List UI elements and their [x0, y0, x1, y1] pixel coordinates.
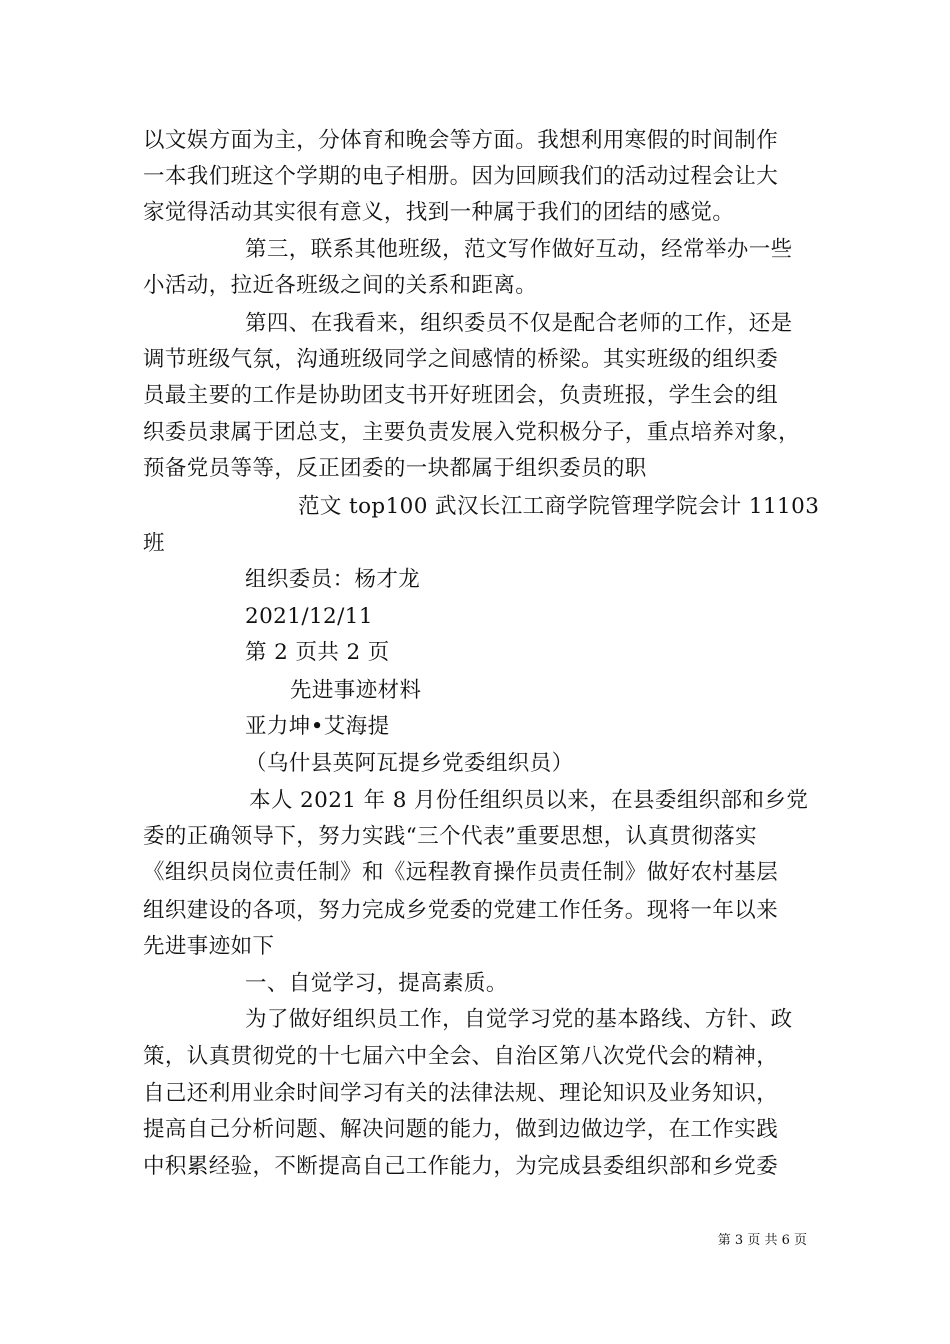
- body-line: 自己还利用业余时间学习有关的法律法规、理论知识及业务知识，: [143, 1081, 779, 1106]
- body-line: 第三，联系其他班级，范文写作做好互动，经常举办一些: [245, 237, 793, 262]
- body-line: 《组织员岗位责任制》和《远程教育操作员责任制》做好农村基层: [143, 860, 779, 885]
- author-affiliation: （乌什县英阿瓦提乡党委组织员）: [245, 751, 574, 776]
- body-line: 第四、在我看来，组织委员不仅是配合老师的工作，还是: [245, 311, 793, 336]
- body-line: 调节班级气氛，沟通班级同学之间感情的桥梁。其实班级的组织委: [143, 347, 779, 372]
- body-line: 小活动，拉近各班级之间的关系和距离。: [143, 273, 538, 298]
- signature-role: 组织委员：杨才龙: [245, 567, 421, 592]
- body-line: 织委员隶属于团总支，主要负责发展入党积极分子，重点培养对象，: [143, 420, 801, 445]
- page-number-footer: 第 3 页 共 6 页: [717, 1233, 807, 1248]
- subheading: 一、自觉学习，提高素质。: [245, 971, 508, 996]
- body-line: 委的正确领导下，努力实践“三个代表”重要思想，认真贯彻落实: [143, 824, 758, 849]
- body-line: 组织建设的各项，努力完成乡党委的党建工作任务。现将一年以来: [143, 898, 779, 923]
- page-marker: 第 2 页共 2 页: [245, 640, 390, 665]
- body-line: 预备党员等等，反正团委的一块都属于组织委员的职: [143, 456, 647, 481]
- body-line: 提高自己分析问题、解决问题的能力，做到边做边学，在工作实践: [143, 1117, 779, 1142]
- body-line: 本人 2021 年 8 月份任组织员以来，在县委组织部和乡党: [249, 788, 809, 813]
- body-line: 一本我们班这个学期的电子相册。因为回顾我们的活动过程会让大: [143, 164, 779, 189]
- body-line: 班: [143, 531, 165, 556]
- body-line: 员最主要的工作是协助团支书开好班团会，负责班报，学生会的组: [143, 383, 779, 408]
- body-line: 以文娱方面为主，分体育和晚会等方面。我想利用寒假的时间制作: [143, 128, 779, 153]
- body-line: 为了做好组织员工作，自觉学习党的基本路线、方针、政: [245, 1007, 793, 1032]
- body-line: 家觉得活动其实很有意义，找到一种属于我们的团结的感觉。: [143, 200, 735, 225]
- signature-date: 2021/12/11: [245, 604, 373, 629]
- body-line: 中积累经验，不断提高自己工作能力，为完成县委组织部和乡党委: [143, 1154, 779, 1179]
- section-title: 先进事迹材料: [290, 678, 422, 703]
- body-line: 策，认真贯彻党的十七届六中全会、自治区第八次党代会的精神，: [143, 1044, 779, 1069]
- body-line: 范文 top100 武汉长江工商学院管理学院会计 11103: [298, 494, 820, 519]
- body-line: 先进事迹如下: [143, 934, 275, 959]
- author-name: 亚力坤•艾海提: [245, 714, 390, 739]
